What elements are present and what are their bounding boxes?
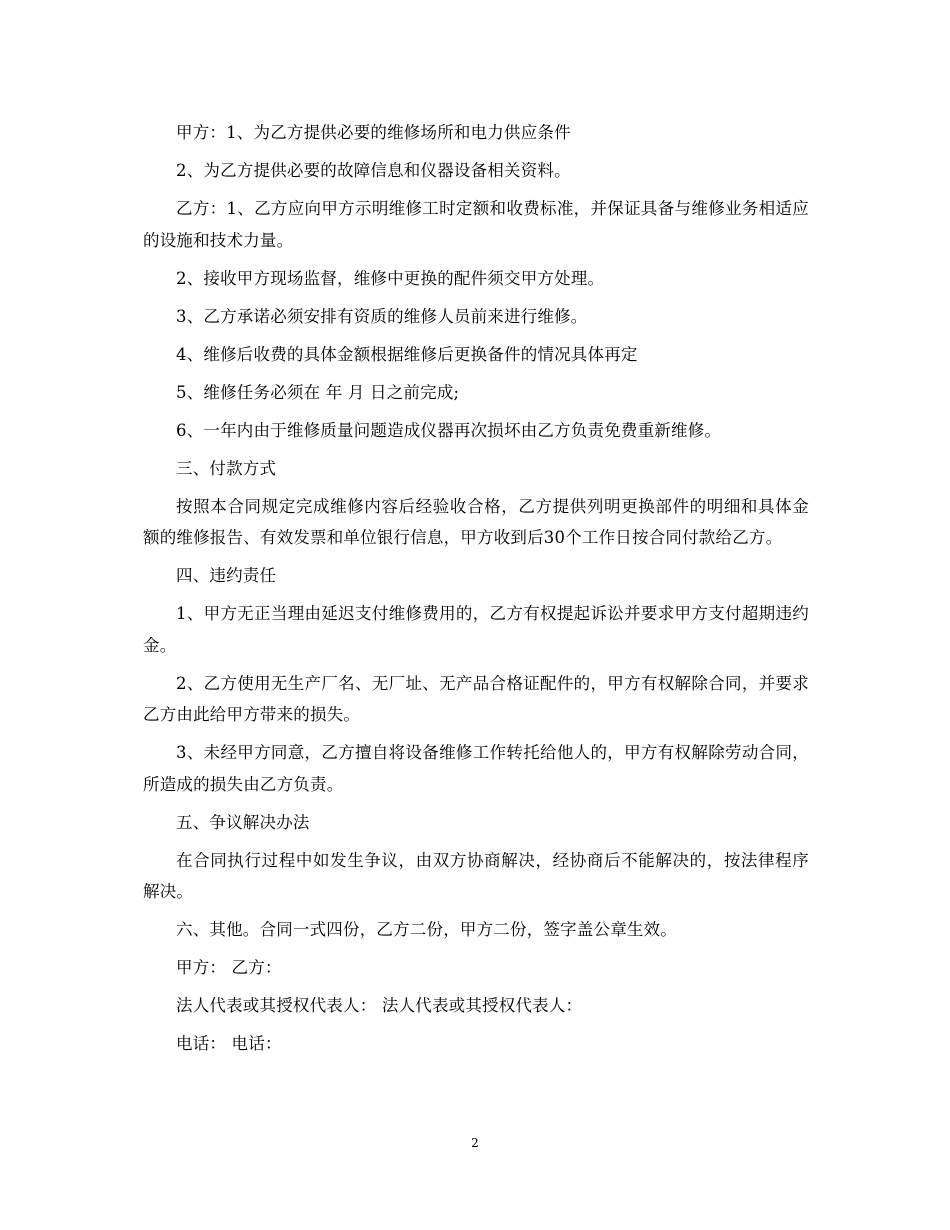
signature-parties: 甲方： 乙方：: [176, 958, 282, 977]
signature-representatives: 法人代表或其授权代表人： 法人代表或其授权代表人：: [176, 996, 583, 1015]
breach-clause-2: 2、乙方使用无生产厂名、无厂址、无产品合格证配件的，甲方有权解除合同，并要求乙方由此给甲方带来的损失。: [143, 673, 809, 724]
party-b-duty-3: 3、乙方承诺必须安排有资质的维修人员前来进行维修。: [176, 306, 588, 326]
party-a-duty-1: 甲方：1、为乙方提供必要的维修场所和电力供应条件: [176, 123, 571, 142]
party-b-duty-4: 4、维修后收费的具体金额根据维修后更换备件的情况具体再定: [176, 344, 638, 364]
section-other: 六、其他。合同一式四份，乙方二份，甲方二份，签字盖公章生效。: [176, 920, 677, 939]
section-heading-payment: 三、付款方式: [176, 458, 277, 478]
party-b-duty-6: 6、一年内由于维修质量问题造成仪器再次损坏由乙方负责免费重新维修。: [176, 420, 722, 440]
breach-clause-3: 3、未经甲方同意，乙方擅自将设备维修工作转托给他人的，甲方有权解除劳动合同，所造成的损失由乙方负责。: [143, 743, 809, 794]
payment-terms: 按照本合同规定完成维修内容后经验收合格，乙方提供列明更换部件的明细和具体金额的维修报告、有效发票和单位银行信息，甲方收到后30个工作日按合同付款给乙方。: [143, 496, 809, 547]
document-body: [143, 117, 809, 1066]
signature-phones: 电话： 电话：: [176, 1034, 282, 1053]
section-heading-breach: 四、违约责任: [176, 566, 277, 585]
section-heading-dispute: 五、争议解决办法: [176, 812, 310, 832]
breach-clause-1: 1、甲方无正当理由延迟支付维修费用的，乙方有权提起诉讼并要求甲方支付超期违约金。: [143, 604, 809, 655]
party-b-duty-5: 5、维修任务必须在 年 月 日之前完成;: [176, 382, 460, 402]
party-a-duty-2: 2、为乙方提供必要的故障信息和仪器设备相关资料。: [176, 161, 571, 180]
dispute-resolution: 在合同执行过程中如发生争议，由双方协商解决，经协商后不能解决的，按法律程序解决。: [143, 850, 809, 901]
page-number: 2: [471, 1136, 479, 1150]
party-b-duty-2: 2、接收甲方现场监督，维修中更换的配件须交甲方处理。: [176, 268, 605, 288]
party-b-duty-1: 乙方：1、乙方应向甲方示明维修工时定额和收费标准，并保证具备与维修业务相适应的设施和技术力量。: [143, 199, 809, 250]
